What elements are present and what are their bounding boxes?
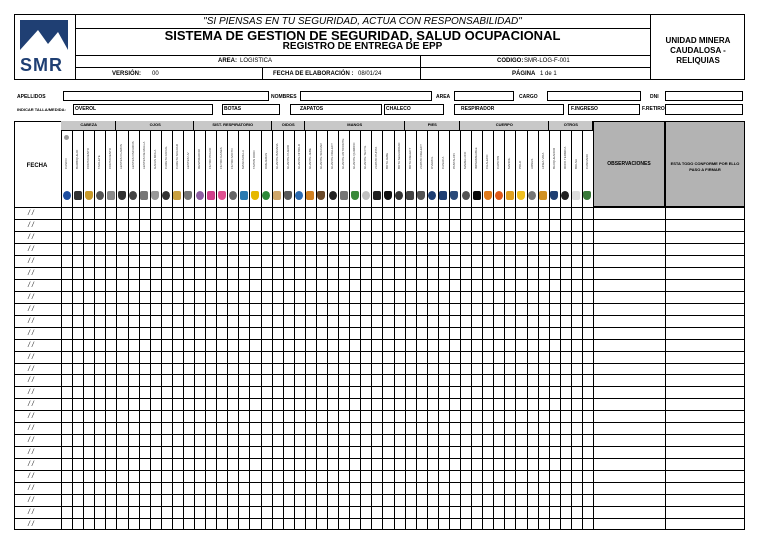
item-label: GAFAS MOLA (152, 149, 157, 169)
observaciones-header: OBSERVACIONES (607, 161, 651, 167)
group-header: OJOS (149, 122, 161, 127)
date-cell: / / (28, 210, 34, 217)
overol-label: OVEROL (75, 106, 97, 112)
item-label: MANDIL (507, 157, 512, 169)
item-label: CAPOTIN (496, 155, 501, 169)
epp-item-icon (329, 191, 337, 200)
item-label: IMPERMEABLE (474, 147, 479, 169)
table-row (14, 327, 745, 328)
item-label: BOTA DIELECT (407, 147, 412, 169)
epp-item-icon (140, 191, 148, 200)
group-header: CABEZA (80, 122, 98, 127)
respirador-field[interactable] (454, 104, 564, 115)
date-cell: / / (28, 269, 34, 277)
epp-item-icon (572, 191, 580, 200)
epp-item-icon (262, 191, 270, 200)
talla-label: INDICAR TALLA/MEDIDA: (17, 107, 66, 112)
item-label: LENTES UV (185, 152, 190, 169)
epp-item-icon (74, 191, 82, 200)
epp-item-icon (196, 191, 204, 200)
date-cell: / / (28, 329, 34, 337)
item-label: ROPA TERMICA (562, 146, 567, 169)
date-cell: / / (28, 257, 34, 265)
epp-item-icon (107, 191, 115, 200)
epp-item-icon (218, 191, 226, 200)
epp-item-icon (384, 191, 392, 200)
item-label: GUANTE TEXTIL (363, 145, 368, 169)
date-cell: / / (28, 233, 34, 241)
cargo-field[interactable] (547, 91, 641, 101)
code-value: SMR-LOG-F-001 (524, 58, 570, 64)
date-cell: / / (28, 509, 34, 517)
zapatos-field[interactable] (290, 104, 382, 115)
system-title: SISTEMA DE GESTION DE SEGURIDAD, SALUD OCUPACIONAL (164, 28, 561, 43)
table-row (14, 255, 745, 256)
date-cell: / / (28, 425, 34, 433)
company-logo (18, 18, 70, 76)
helmet-icon (64, 135, 69, 140)
date-cell: / / (28, 401, 34, 409)
table-row (14, 219, 745, 220)
epp-item-icon (207, 191, 215, 200)
table-row (14, 410, 745, 411)
nombres-field[interactable] (300, 91, 432, 101)
date-cell: / / (28, 521, 34, 529)
table-row (14, 434, 745, 435)
item-label: FILTRO POLVO (208, 147, 213, 169)
table-row (14, 518, 745, 519)
date-cell: / / (28, 473, 34, 481)
epp-item-icon (273, 191, 281, 200)
company-name: UNIDAD MINERA CAUDALOSA - RELIQUIAS (665, 36, 731, 65)
retiro-field[interactable] (665, 104, 743, 115)
item-label: CARETA SOLDAR (174, 144, 179, 169)
date-cell: / / (28, 497, 34, 505)
epp-item-icon (306, 191, 314, 200)
item-label: GUANTE CUERO (285, 144, 290, 169)
epp-item-icon (251, 191, 259, 200)
item-label: FILTRO GASES (219, 147, 224, 169)
date-cell: / / (28, 293, 34, 301)
item-label: CASCO (64, 158, 69, 169)
item-label: GUANTE QUIMICO (352, 142, 357, 169)
respirador-label: RESPIRADOR (461, 106, 495, 112)
register-title: REGISTRO DE ENTREGA DE EPP (282, 41, 443, 52)
epp-item-icon (118, 191, 126, 200)
item-label: CORTAVIENTO (86, 147, 91, 169)
table-row (14, 398, 745, 399)
table-row (14, 422, 745, 423)
date-cell: / / (28, 485, 34, 493)
epp-item-icon (85, 191, 93, 200)
item-label: PANTALON (451, 153, 456, 169)
item-label: GUANTE JEBE (307, 148, 312, 169)
item-label: GUANTE SOLDAR (318, 143, 323, 169)
epp-item-icon (229, 191, 237, 200)
botas-field[interactable] (222, 104, 280, 115)
item-label: GUANTE NITRILO (296, 143, 301, 169)
code-label: CODIGO: (497, 58, 524, 64)
epp-item-icon (439, 191, 447, 200)
cargo-label: CARGO (519, 94, 538, 100)
date-cell: / / (28, 245, 34, 253)
conformidad-header: ESTA TODO CONFORME POR ELLO PASO A FIRMAR (670, 161, 740, 172)
table-row (14, 279, 745, 280)
area-label: AREA: (218, 58, 237, 64)
area-field[interactable] (454, 91, 514, 101)
item-label: RESPIRADOR (197, 149, 202, 169)
date-cell: / / (28, 449, 34, 457)
fecha-header: FECHA (26, 163, 48, 169)
table-row (14, 363, 745, 364)
dni-label: DNI (650, 94, 659, 100)
item-label: OVEROL (429, 156, 434, 169)
table-row (14, 482, 745, 483)
epp-item-icon (173, 191, 181, 200)
date-cell: / / (28, 437, 34, 445)
item-label: GUANTE DIELECT (330, 142, 335, 169)
epp-item-icon (373, 191, 381, 200)
epp-item-icon (406, 191, 414, 200)
chaleco-label: CHALECO (386, 106, 411, 112)
page-label: PÁGINA (512, 71, 536, 77)
item-label: BOTA JEBE (385, 152, 390, 169)
item-label: MASCARILLA (241, 149, 246, 169)
item-label: OREJERAS (263, 152, 268, 169)
item-label: CORTAVIENTO (108, 147, 113, 169)
date-cell: / / (28, 365, 34, 373)
item-label: FILTRO MIXTO (230, 148, 235, 169)
slogan: "SI PIENSAS EN TU SEGURIDAD, ACTUA CON RESPONSABILIDAD" (203, 16, 522, 27)
table-row (14, 494, 745, 495)
table-row (14, 303, 745, 304)
table-row (14, 446, 745, 447)
epp-item-icon (362, 191, 370, 200)
table-row (14, 470, 745, 471)
epp-item-icon (240, 191, 248, 200)
epp-item-icon (351, 191, 359, 200)
version-value: 00 (152, 71, 159, 77)
date-cell: / / (28, 317, 34, 325)
group-header: MANOS (347, 122, 363, 127)
date-cell: / / (28, 389, 34, 397)
ingreso-field[interactable] (568, 104, 640, 115)
group-header: OTROS (563, 122, 578, 127)
item-label: CHALECO (485, 154, 490, 169)
epp-item-icon (495, 191, 503, 200)
item-label: CASACA (440, 156, 445, 169)
table-row (14, 267, 745, 268)
date-cell: / / (28, 413, 34, 421)
epp-item-icon (473, 191, 481, 200)
epp-item-icon (96, 191, 104, 200)
date-cell: / / (28, 353, 34, 361)
item-label: CANDADO (584, 153, 589, 169)
item-label: POLO (518, 160, 523, 169)
epp-item-icon (484, 191, 492, 200)
date-cell: / / (28, 281, 34, 289)
date-cell: / / (28, 221, 34, 229)
date-cell: / / (28, 461, 34, 469)
ingreso-label: F.INGRESO (571, 106, 598, 112)
retiro-label: F.RETIRO (642, 106, 665, 112)
item-label: TAFILETE (97, 155, 102, 169)
epp-item-icon (462, 191, 470, 200)
item-label: BOTA SEGURIDAD (396, 142, 401, 169)
item-label: ARNES (529, 158, 534, 169)
group-header: CUERPO (495, 122, 513, 127)
table-row (14, 339, 745, 340)
item-label: BARBIQUEJO (75, 149, 80, 169)
area-value: LOGISTICA (240, 58, 273, 64)
overol-field[interactable] (73, 104, 213, 115)
item-label: LENTES DE MALLA (141, 141, 146, 169)
epp-item-icon (395, 191, 403, 200)
table-row (14, 506, 745, 507)
nombres-label: NOMBRES (271, 94, 297, 100)
table-row (14, 458, 745, 459)
table-row (14, 374, 745, 375)
item-label: ZAPATO DIELECT (418, 143, 423, 169)
epp-item-icon (517, 191, 525, 200)
table-row (14, 351, 745, 352)
dni-field[interactable] (665, 91, 743, 101)
item-label: GUANTE ANTICORTE (341, 138, 346, 169)
item-label: BOLSA (573, 158, 578, 169)
item-label: LENTES CLAROS (119, 144, 124, 169)
botas-label: BOTAS (224, 106, 242, 112)
date-cell: / / (28, 341, 34, 349)
group-header: SIST. RESPIRATORIO (212, 122, 254, 127)
epp-item-icon (129, 191, 137, 200)
area-field-label: AREA (436, 94, 451, 100)
page-value: 1 de 1 (540, 71, 557, 77)
apellidos-field[interactable] (63, 91, 269, 101)
apellidos-label: APELLIDOS (17, 94, 46, 100)
epp-item-icon (340, 191, 348, 200)
epp-item-icon (539, 191, 547, 200)
item-label: GUANTE BADANA (274, 143, 279, 169)
epp-item-icon (63, 191, 71, 200)
zapatos-label: ZAPATOS (300, 106, 324, 112)
date-cell: / / (28, 305, 34, 313)
table-row (14, 291, 745, 292)
table-row (14, 315, 745, 316)
item-label: LENTES OSCUROS (130, 141, 135, 169)
table-row (14, 386, 745, 387)
date-value: 08/01/24 (358, 71, 382, 77)
date-label: FECHA DE ELABORACIÓN : (273, 71, 354, 77)
version-label: VERSIÓN: (112, 71, 142, 77)
date-cell: / / (28, 377, 34, 385)
group-header: OIDOS (281, 122, 295, 127)
item-label: CARETA FACIAL (163, 146, 168, 169)
epp-item-icon (506, 191, 514, 200)
group-header: PIES (427, 122, 437, 127)
logo-text: SMR (20, 55, 63, 75)
table-row (14, 231, 745, 232)
epp-item-icon (528, 191, 536, 200)
item-label: ZAPATO PUNTA (374, 146, 379, 169)
item-label: BLOQUEADOR (551, 147, 556, 169)
item-label: LINEA VIDA (540, 152, 545, 169)
chaleco-field[interactable] (384, 104, 444, 115)
item-label: MAMELUCO (463, 151, 468, 169)
item-label: TAPON OIDO (252, 150, 257, 169)
table-row (14, 243, 745, 244)
